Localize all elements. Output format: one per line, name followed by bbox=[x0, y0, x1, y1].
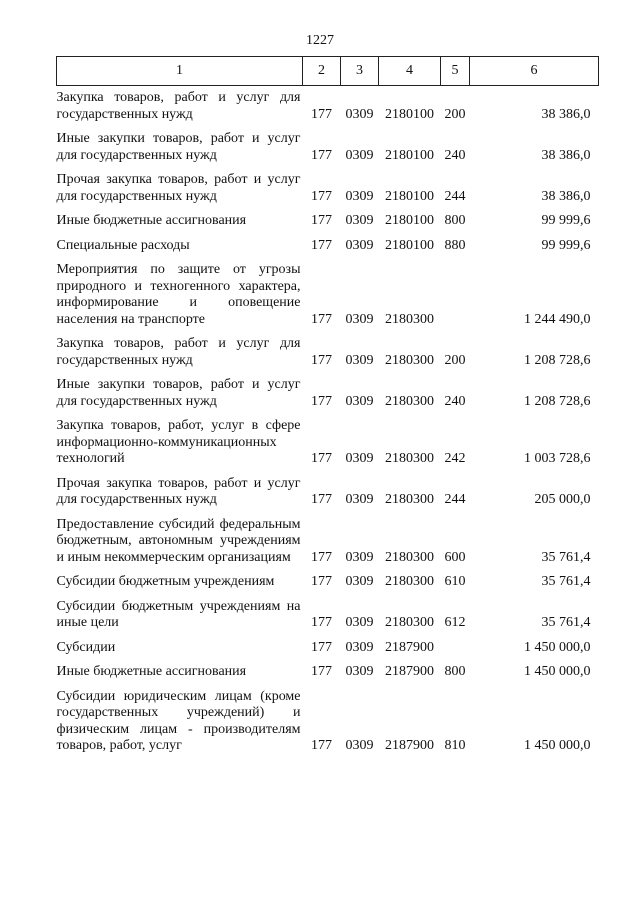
table-row bbox=[57, 591, 599, 632]
row-section-code-cell: 0309 bbox=[345, 738, 374, 753]
row-section-code-cell: 0309 bbox=[345, 615, 374, 630]
row-amount-cell: 38 386,0 bbox=[541, 147, 591, 163]
row-amount-cell: 38 386,0 bbox=[541, 106, 591, 122]
row-name-cell: Закупка товаров, работ и услуг для государственных нужд bbox=[56, 336, 301, 368]
row-name-cell: Специальные расходы bbox=[56, 237, 190, 253]
row-amount-cell: 1 450 000,0 bbox=[524, 664, 591, 679]
row-amount-cell: 205 000,0 bbox=[534, 492, 591, 507]
row-section-code-cell: 0309 bbox=[345, 352, 374, 368]
row-target-code-cell: 2187900 bbox=[385, 664, 434, 679]
row-expense-type-cell: 800 bbox=[444, 213, 466, 228]
table-row bbox=[57, 86, 599, 124]
row-admin-code-cell: 177 bbox=[311, 188, 332, 204]
row-amount-cell: 38 386,0 bbox=[541, 188, 591, 204]
row-expense-type-cell: 200 bbox=[444, 352, 466, 368]
row-section-code-cell: 0309 bbox=[345, 492, 374, 507]
table-row bbox=[57, 230, 599, 255]
row-expense-type-cell: 612 bbox=[444, 615, 466, 630]
row-expense-type-cell: 240 bbox=[444, 147, 466, 163]
row-target-code-cell: 2180100 bbox=[385, 237, 434, 253]
row-admin-code-cell: 177 bbox=[311, 393, 332, 409]
row-amount-cell: 1 244 490,0 bbox=[524, 311, 591, 327]
row-target-code-cell: 2180300 bbox=[385, 451, 434, 466]
row-section-code-cell: 0309 bbox=[345, 393, 374, 409]
row-name-cell: Субсидии бюджетным учреждениям на иные цели bbox=[56, 598, 301, 630]
column-header: 6 bbox=[470, 57, 599, 86]
row-amount-cell: 99 999,6 bbox=[541, 237, 591, 253]
row-target-code-cell: 2180300 bbox=[385, 311, 434, 327]
row-amount-cell: 35 761,4 bbox=[541, 574, 591, 589]
row-expense-type-cell: 800 bbox=[444, 664, 466, 679]
row-expense-type-cell: 242 bbox=[444, 451, 466, 466]
row-target-code-cell: 2180300 bbox=[385, 549, 434, 565]
row-expense-type-cell: 880 bbox=[444, 237, 466, 253]
row-admin-code-cell: 177 bbox=[311, 492, 332, 507]
column-header: 5 bbox=[441, 57, 470, 86]
row-name-cell: Субсидии bbox=[56, 639, 116, 655]
row-section-code-cell: 0309 bbox=[345, 213, 374, 228]
row-target-code-cell: 2180100 bbox=[385, 147, 434, 163]
row-expense-type-cell: 200 bbox=[444, 106, 466, 122]
row-expense-type-cell bbox=[441, 254, 470, 328]
row-amount-cell: 1 208 728,6 bbox=[524, 393, 591, 409]
row-admin-code-cell: 177 bbox=[311, 451, 332, 466]
table-row bbox=[57, 509, 599, 567]
row-amount-cell: 35 761,4 bbox=[541, 615, 591, 630]
page-number: 1227 bbox=[306, 33, 334, 48]
row-section-code-cell: 0309 bbox=[345, 147, 374, 163]
row-target-code-cell: 2180300 bbox=[385, 574, 434, 589]
row-admin-code-cell: 177 bbox=[311, 311, 332, 327]
row-target-code-cell: 2180100 bbox=[385, 213, 434, 228]
row-name-cell: Закупка товаров, работ и услуг для государственных нужд bbox=[56, 90, 301, 122]
row-target-code-cell: 2180100 bbox=[385, 188, 434, 204]
row-section-code-cell: 0309 bbox=[345, 549, 374, 565]
table-row bbox=[57, 123, 599, 164]
row-section-code-cell: 0309 bbox=[345, 574, 374, 589]
row-admin-code-cell: 177 bbox=[311, 664, 332, 679]
row-admin-code-cell: 177 bbox=[311, 574, 332, 589]
row-section-code-cell: 0309 bbox=[345, 311, 374, 327]
row-admin-code-cell: 177 bbox=[311, 352, 332, 368]
row-name-cell: Иные бюджетные ассигнования bbox=[56, 213, 247, 228]
table-header-row bbox=[57, 57, 599, 86]
table-row bbox=[57, 566, 599, 591]
row-target-code-cell: 2187900 bbox=[385, 738, 434, 753]
row-amount-cell: 1 208 728,6 bbox=[524, 352, 591, 368]
table-row bbox=[57, 369, 599, 410]
row-expense-type-cell: 610 bbox=[444, 574, 466, 589]
row-target-code-cell: 2180300 bbox=[385, 492, 434, 507]
row-name-cell: Субсидии юридическим лицам (кроме государственных учреждений) и физическим лицам - производителям товаров, работ, услуг bbox=[56, 688, 301, 753]
row-name-cell: Закупка товаров, работ, услуг в сфере информационно-коммуникационных технологий bbox=[56, 418, 301, 466]
row-admin-code-cell: 177 bbox=[311, 639, 332, 655]
row-expense-type-cell: 240 bbox=[444, 393, 466, 409]
row-name-cell: Предоставление субсидий федеральным бюджетным, автономным учреждениям и иным некоммерческим организациям bbox=[56, 516, 301, 565]
row-section-code-cell: 0309 bbox=[345, 639, 374, 655]
row-admin-code-cell: 177 bbox=[311, 213, 332, 228]
row-name-cell: Иные бюджетные ассигнования bbox=[56, 664, 247, 679]
row-section-code-cell: 0309 bbox=[345, 664, 374, 679]
row-expense-type-cell: 244 bbox=[444, 492, 466, 507]
row-expense-type-cell bbox=[441, 632, 470, 657]
budget-table bbox=[56, 56, 599, 755]
row-admin-code-cell: 177 bbox=[311, 549, 332, 565]
table-row bbox=[57, 410, 599, 468]
row-name-cell: Прочая закупка товаров, работ и услуг для государственных нужд bbox=[56, 475, 301, 507]
row-amount-cell: 1 450 000,0 bbox=[524, 738, 591, 753]
row-expense-type-cell: 244 bbox=[444, 188, 466, 204]
row-admin-code-cell: 177 bbox=[311, 237, 332, 253]
row-section-code-cell: 0309 bbox=[345, 188, 374, 204]
table-row bbox=[57, 254, 599, 328]
column-header: 2 bbox=[303, 57, 341, 86]
row-admin-code-cell: 177 bbox=[311, 615, 332, 630]
row-amount-cell: 99 999,6 bbox=[541, 213, 591, 228]
table-row bbox=[57, 205, 599, 230]
table-row bbox=[57, 328, 599, 369]
row-name-cell: Иные закупки товаров, работ и услуг для государственных нужд bbox=[56, 377, 301, 409]
row-target-code-cell: 2187900 bbox=[385, 639, 434, 655]
row-name-cell: Мероприятия по защите от угрозы природного и техногенного характера, информирование и оповещение населения на транспорте bbox=[56, 262, 301, 327]
row-name-cell: Субсидии бюджетным учреждениям bbox=[56, 574, 275, 589]
row-target-code-cell: 2180300 bbox=[385, 352, 434, 368]
row-expense-type-cell: 810 bbox=[444, 738, 466, 753]
column-header: 1 bbox=[57, 57, 303, 86]
column-header: 3 bbox=[341, 57, 379, 86]
row-section-code-cell: 0309 bbox=[345, 237, 374, 253]
table-row bbox=[57, 632, 599, 657]
row-admin-code-cell: 177 bbox=[311, 738, 332, 753]
row-target-code-cell: 2180300 bbox=[385, 615, 434, 630]
row-admin-code-cell: 177 bbox=[311, 106, 332, 122]
table-row bbox=[57, 468, 599, 509]
table-row bbox=[57, 656, 599, 681]
column-header: 4 bbox=[379, 57, 441, 86]
table-row bbox=[57, 164, 599, 205]
row-expense-type-cell: 600 bbox=[444, 549, 466, 565]
row-name-cell: Иные закупки товаров, работ и услуг для государственных нужд bbox=[56, 131, 301, 163]
row-amount-cell: 1 450 000,0 bbox=[524, 639, 591, 655]
row-admin-code-cell: 177 bbox=[311, 147, 332, 163]
row-target-code-cell: 2180300 bbox=[385, 393, 434, 409]
row-name-cell: Прочая закупка товаров, работ и услуг для государственных нужд bbox=[56, 172, 301, 204]
row-section-code-cell: 0309 bbox=[345, 106, 374, 122]
row-amount-cell: 1 003 728,6 bbox=[524, 451, 591, 466]
row-section-code-cell: 0309 bbox=[345, 451, 374, 466]
row-amount-cell: 35 761,4 bbox=[541, 549, 591, 565]
table-row bbox=[57, 681, 599, 755]
row-target-code-cell: 2180100 bbox=[385, 106, 434, 122]
